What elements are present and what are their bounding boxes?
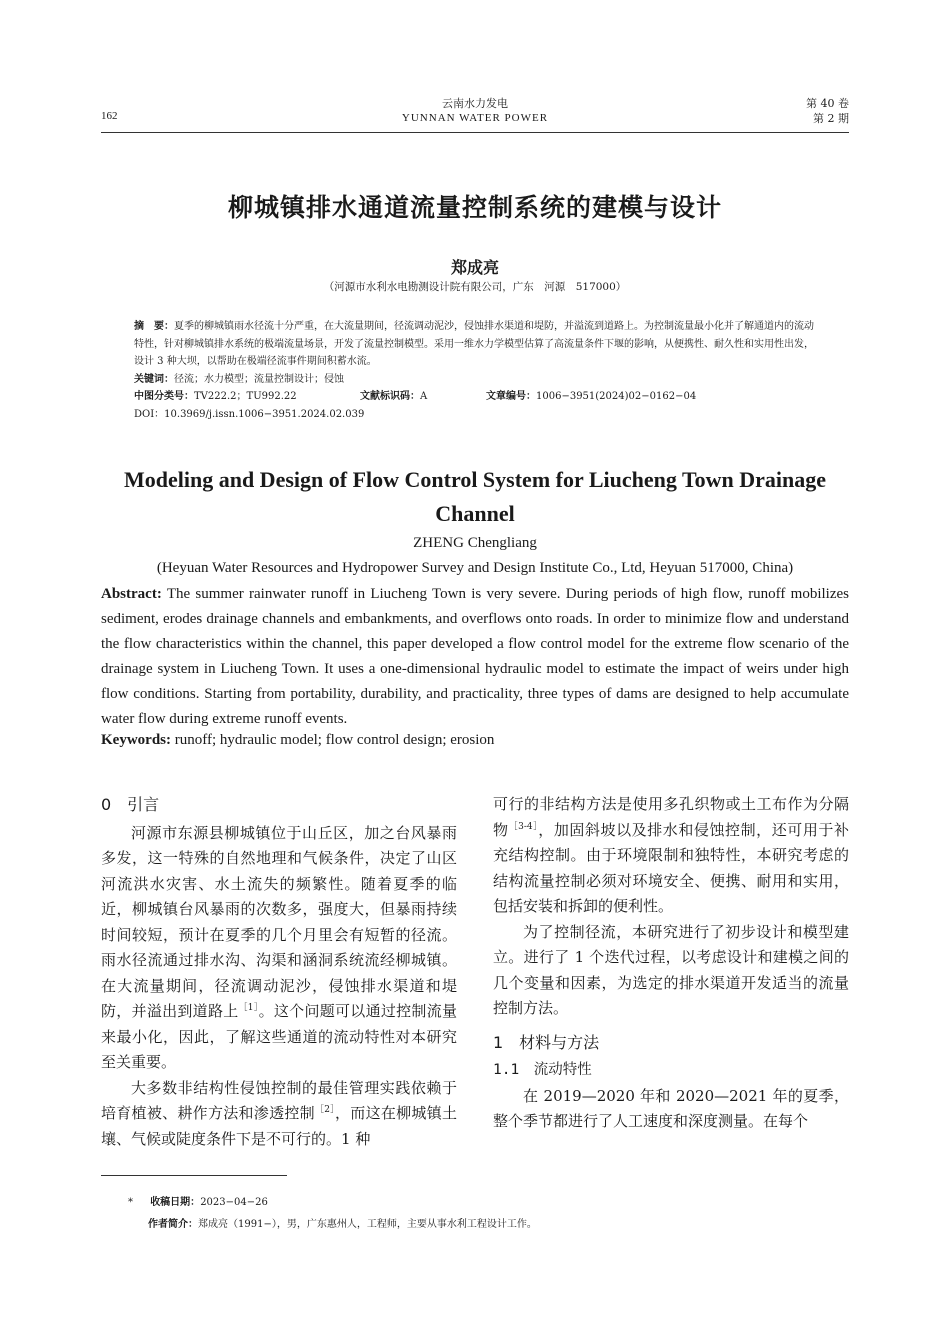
author-cn: 郑成亮 (450, 258, 499, 277)
received-date: 2023−04−26 (200, 1197, 268, 1208)
footnote (128, 1192, 537, 1236)
body-left-column (101, 792, 457, 1152)
footnote-star: * (128, 1197, 133, 1208)
doc-code-value: A (420, 391, 428, 402)
journal-name (101, 96, 849, 126)
author-en: ZHENG Chengliang (413, 535, 537, 551)
clc-value: TV222.2；TU992.22 (194, 391, 297, 402)
footnote-author (128, 1214, 537, 1236)
article-no-value: 1006−3951(2024)02−0162−04 (536, 391, 697, 402)
keywords-en-text: runoff; hydraulic model; flow control design; erosion (171, 732, 495, 748)
paragraph-2-cont-text: 可行的非结构方法是使用多孔织物或土工布作为分隔物 (493, 795, 849, 839)
doc-code-label: 文献标识码： (360, 391, 420, 402)
author-info-label: 作者简介： (148, 1219, 198, 1230)
volume: 第 40 卷 (806, 97, 849, 110)
keywords-en (101, 732, 849, 749)
abstract-cn-block (134, 318, 816, 424)
footnote-received (128, 1192, 537, 1214)
paragraph-2-text: 大多数非结构性侵蚀控制的最佳管理实践依赖于培育植被、耕作方法和渗透控制 (101, 1078, 457, 1122)
paragraph-2-text-cont: ，而这在柳城镇土壤、气候或陡度条件下是不可行的。1 种 (101, 1104, 457, 1148)
body-right-column (493, 792, 849, 1135)
running-header (101, 94, 849, 133)
journal-name-en: YUNNAN WATER POWER (401, 112, 549, 124)
paragraph-3: 为了控制径流，本研究进行了初步设计和模型建立。进行了 1 个迭代过程，以考虑设计和建模之间的几个变量和因素，为选定的排水渠道开发适当的流量控制方法。 (493, 922, 849, 1017)
clc-label: 中图分类号： (134, 391, 194, 402)
subsection-1-1-heading: 1.1 流动特性 (493, 1062, 592, 1078)
doi: DOI：10.3969/j.issn.1006−3951.2024.02.039 (134, 409, 365, 420)
abstract-cn (134, 318, 816, 371)
paragraph-1-text-cont: 。这个问题可以通过控制流量来最小化，因此，了解这些通道的流动特性对本研究至关重要。 (101, 1002, 457, 1071)
paragraph-1-text: 河源市东源县柳城镇位于山丘区，加之台风暴雨多发，这一特殊的自然地理和气候条件，决定了山区河流洪水灾害、水土流失的频繁性。随着夏季的临近，柳城镇台风暴雨的次数多，强度大，但暴雨持续时间较短，预计在夏季的几个月里会有短暂的径流。雨水径流通过排水沟、沟渠和涵洞系统流经柳城镇。在大流量期间，径流调动泥沙，侵蚀排水渠道和堤防，并溢出到道路上 (101, 823, 457, 1020)
paragraph-4: 在 2019—2020 年和 2020—2021 年的夏季，整个季节都进行了人工速度和深度测量。在每个 (493, 1086, 849, 1130)
abstract-en (101, 582, 849, 732)
affiliation-en: (Heyuan Water Resources and Hydropower Survey and Design Institute Co., Ltd, Heyuan 517000, China) (156, 560, 794, 576)
citation-1: ［1］ (238, 1003, 259, 1013)
author-info: 郑成亮（1991−），男，广东惠州人，工程师，主要从事水利工程设计工作。 (198, 1219, 537, 1230)
keywords-cn (134, 371, 816, 389)
paragraph-2-continued (493, 792, 849, 920)
paragraph-2-cont-text-end: ，加固斜坡以及排水和侵蚀控制，还可用于补充结构控制。由于环境限制和独特性，本研究考虑的结构流量控制必须对环境安全、便携、耐用和实用，包括安装和拆卸的便利性。 (493, 820, 849, 915)
abstract-en-text: The summer rainwater runoff in Liucheng Town is very severe. During periods of high flow, runoff mobilizes sediment, erodes drainage channels and embankments, and overflows onto roads. In order to minimize flow and understand the flow characteristics within the channel, this paper developed a flow control model for the extreme flow scenario of the drainage system in Liucheng Town. It uses a one-dimensional hydraulic model to estimate the impact of weirs under high flow conditions. Starting from portability, durability, and practicality, three types of dams are designed to help accumulate water flow during extreme runoff events. (101, 586, 849, 727)
abstract-cn-label: 摘 要： (134, 321, 174, 332)
classification-row (134, 388, 816, 406)
paper-title-en: Modeling and Design of Flow Control System for Liucheng Town Drainage Channel (123, 467, 827, 526)
issue: 第 2 期 (813, 112, 849, 125)
affiliation-cn: （河源市水利水电勘测设计院有限公司，广东 河源 517000） (323, 281, 627, 293)
journal-name-cn: 云南水力发电 (442, 97, 508, 110)
abstract-cn-text: 夏季的柳城镇雨水径流十分严重，在大流量期间，径流调动泥沙，侵蚀排水渠道和堤防，并溢流到道路上。为控制流量最小化并了解通道内的流动特性，针对柳城镇排水系统的极端流量场景，开发了流量控制模型。采用一维水力学模型估算了高流量条件下堰的影响，从便携性、耐久性和实用性出发，设计 3 种大坝，以帮助在极端径流事件期间积蓄水流。 (134, 321, 814, 367)
received-label: 收稿日期： (150, 1197, 201, 1208)
paper-title-cn: 柳城镇排水通道流量控制系统的建模与设计 (227, 193, 722, 222)
citation-3-4: ［3-4］ (508, 821, 539, 832)
volume-issue (806, 96, 849, 126)
abstract-en-label: Abstract: (101, 586, 162, 602)
section-0-heading: 0 引言 (101, 795, 160, 814)
paragraph-2 (101, 1076, 457, 1153)
keywords-cn-text: 径流；水力模型；流量控制设计；侵蚀 (174, 373, 344, 385)
article-no-label: 文章编号： (486, 391, 536, 402)
keywords-en-label: Keywords: (101, 732, 171, 748)
section-1-heading: 1 材料与方法 (493, 1032, 600, 1052)
keywords-cn-label: 关键词： (134, 373, 174, 385)
page-number: 162 (101, 110, 118, 122)
footnote-divider (101, 1175, 287, 1176)
citation-2: ［2］ (314, 1105, 336, 1115)
paragraph-1 (101, 821, 457, 1076)
